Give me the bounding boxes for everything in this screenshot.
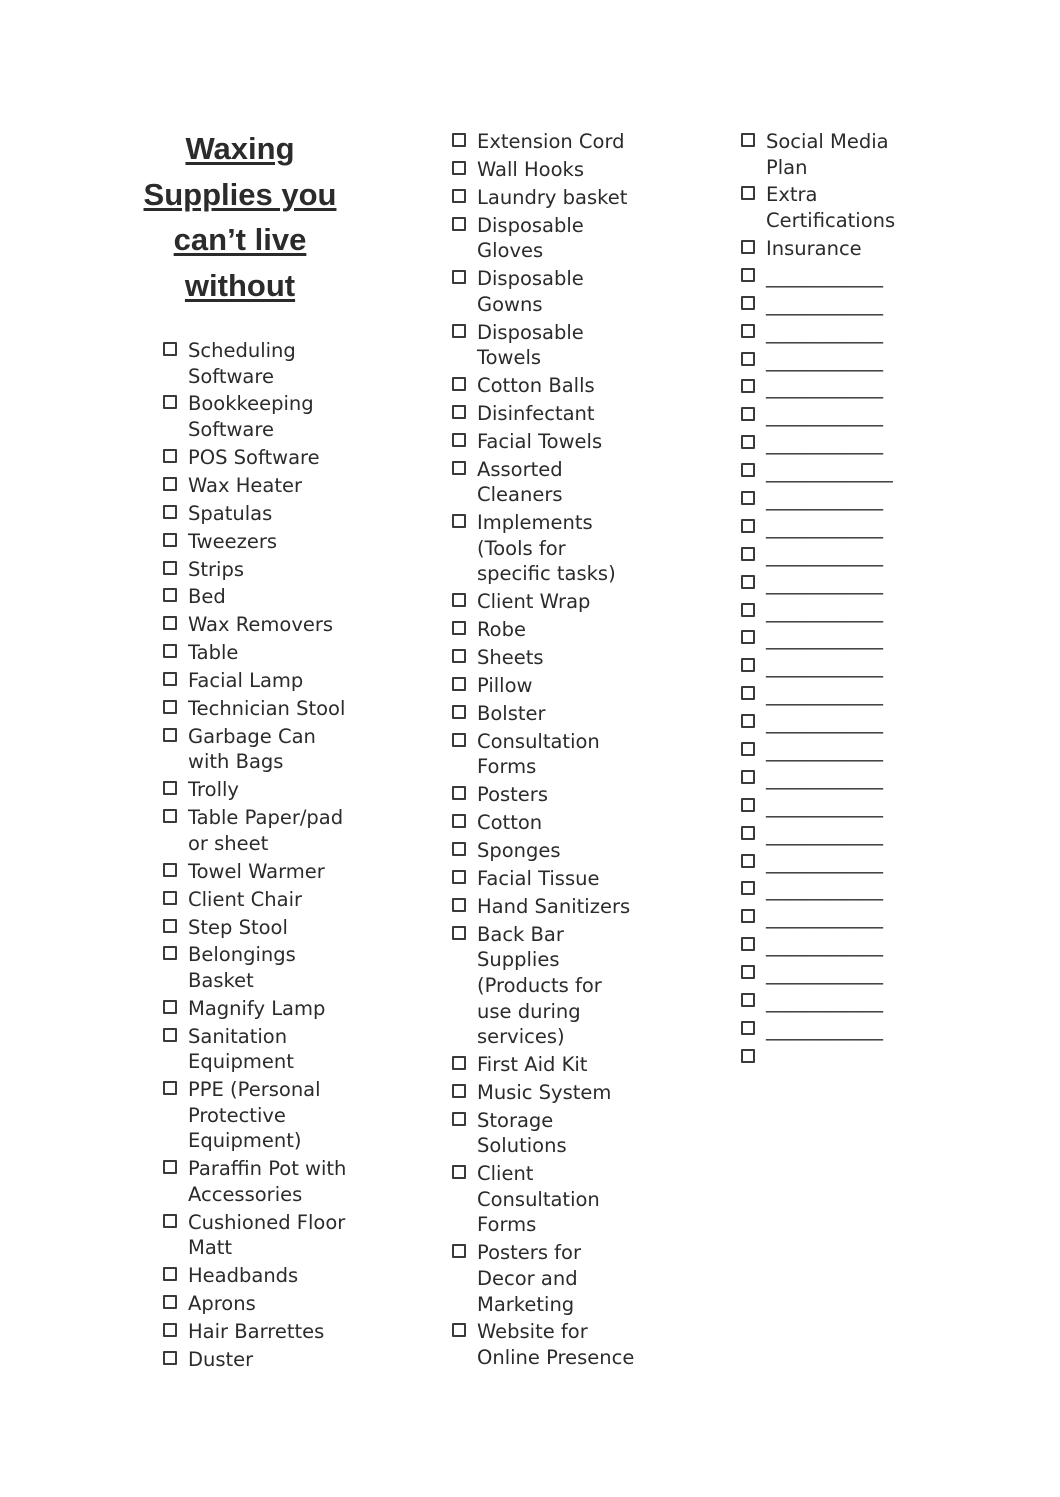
checkbox[interactable] [452, 733, 466, 747]
checkbox[interactable] [741, 519, 755, 533]
checklist-item [452, 922, 652, 1050]
checklist-item [741, 822, 941, 848]
checklist-item [741, 264, 941, 290]
checklist-item [163, 640, 363, 666]
checkbox[interactable] [452, 133, 466, 147]
checklist-item [452, 617, 652, 643]
checkbox[interactable] [741, 798, 755, 812]
checklist-item [452, 129, 652, 155]
checklist-item [452, 866, 652, 892]
checklist-item-label: Cotton [477, 811, 543, 835]
checklist-item [741, 348, 941, 374]
checkbox[interactable] [163, 342, 177, 356]
checklist-item [741, 182, 941, 233]
checklist-item-label: ____________ [766, 599, 883, 623]
checkbox[interactable] [741, 186, 755, 200]
checklist-item [163, 391, 363, 442]
checklist-item [741, 129, 941, 180]
checklist-item-label: ____________ [766, 348, 883, 372]
checklist-item-label: ____________ [766, 264, 883, 288]
checklist-item [452, 320, 652, 371]
checklist-item-label: ____________ [766, 822, 883, 846]
checklist-item-label: ____________ [766, 711, 883, 735]
checklist-item-label: Step Stool [188, 915, 288, 939]
checkbox[interactable] [741, 881, 755, 895]
checkbox[interactable] [741, 1021, 755, 1035]
checkbox[interactable] [741, 686, 755, 700]
checklist-item [741, 320, 941, 346]
checklist-item [163, 1156, 363, 1207]
checklist-item-label: Duster [188, 1347, 254, 1371]
checkbox[interactable] [163, 1000, 177, 1014]
checklist-item [163, 859, 363, 885]
checklist-item [452, 185, 652, 211]
checklist-item-label: Technician Stool [188, 696, 346, 720]
checkbox[interactable] [163, 588, 177, 602]
checklist-item [741, 1017, 941, 1043]
checklist-item-label: Tweezers [188, 529, 278, 553]
checkbox[interactable] [452, 842, 466, 856]
checklist-item-label: Storage Solutions [477, 1108, 567, 1158]
checklist-item-label: ____________ [766, 766, 883, 790]
checklist-item-label: ____________ [766, 850, 883, 874]
checkbox[interactable] [163, 449, 177, 463]
checklist-item [163, 1024, 363, 1075]
checklist-item-label: Sanitation Equipment [188, 1024, 294, 1074]
checkbox[interactable] [452, 1084, 466, 1098]
checkbox[interactable] [741, 770, 755, 784]
checklist-item [452, 1108, 652, 1159]
checkbox[interactable] [741, 965, 755, 979]
checkbox[interactable] [163, 781, 177, 795]
checklist-item-label: Music System [477, 1080, 612, 1104]
checklist-item-label: Garbage Can with Bags [188, 724, 316, 774]
checklist-item [452, 1080, 652, 1106]
checkbox[interactable] [163, 700, 177, 714]
checklist-item [163, 529, 363, 555]
checkbox[interactable] [452, 324, 466, 338]
checklist-item [163, 1319, 363, 1345]
checklist-item-label: Client Chair [188, 887, 303, 911]
checklist-item-label: ____________ [766, 376, 883, 400]
checkbox[interactable] [452, 814, 466, 828]
checkbox[interactable] [452, 217, 466, 231]
checkbox[interactable] [163, 644, 177, 658]
checklist-item-label: Extra Certifications [766, 183, 896, 233]
checkbox[interactable] [452, 161, 466, 175]
checkbox[interactable] [163, 863, 177, 877]
checklist-item-label: ____________ [766, 543, 883, 567]
checklist-item [163, 501, 363, 527]
checklist-item-label: Cushioned Floor Matt [188, 1210, 346, 1260]
checklist-item [741, 682, 941, 708]
checklist-item [163, 805, 363, 856]
checklist-item-label: ____________ [766, 934, 883, 958]
checklist-item-label: ____________ [766, 739, 883, 762]
checklist-item-label: Sponges [477, 839, 561, 863]
checklist-item [163, 887, 363, 913]
checkbox[interactable] [163, 1214, 177, 1228]
checklist-item-label: ____________ [766, 487, 883, 511]
checklist-item [163, 942, 363, 993]
checklist-item [163, 338, 363, 389]
checklist-item-label: ____________ [766, 292, 883, 316]
checklist-item [741, 877, 941, 903]
checklist-item [163, 915, 363, 941]
checklist-item-label: ____________ [766, 320, 883, 344]
checklist-item-label: Disinfectant [477, 402, 595, 426]
checkbox[interactable] [163, 728, 177, 742]
checkbox[interactable] [452, 189, 466, 203]
checkbox[interactable] [163, 1351, 177, 1365]
checkbox[interactable] [163, 505, 177, 519]
checkbox[interactable] [163, 919, 177, 933]
checklist-item [741, 571, 941, 597]
checkbox[interactable] [452, 461, 466, 475]
checklist-item-label: Implements (Tools for specific tasks) [477, 511, 616, 586]
checklist-item [452, 810, 652, 836]
checklist-item-label: Bed [188, 585, 226, 609]
checklist-item [452, 894, 652, 920]
checklist-item [741, 626, 941, 652]
checklist-item [452, 373, 652, 399]
checklist-item-label: Disposable Towels [477, 320, 584, 370]
checklist-item-label: ____________ [766, 655, 883, 679]
checklist-item [452, 1319, 652, 1370]
checkbox[interactable] [163, 809, 177, 823]
checklist-item-label: ____________ [766, 627, 883, 651]
checkbox[interactable] [741, 240, 755, 254]
checkbox[interactable] [741, 352, 755, 366]
checklist-item-label: Consultation Forms [477, 729, 600, 779]
checklist-item-label: Assorted Cleaners [477, 457, 563, 507]
checkbox[interactable] [741, 407, 755, 421]
checkbox[interactable] [741, 435, 755, 449]
checklist-item [741, 487, 941, 513]
checklist-item-label: Facial Tissue [477, 866, 600, 890]
checklist-item-label: POS Software [188, 445, 320, 469]
checklist-item [163, 724, 363, 775]
checklist-item-label: Hand Sanitizers [477, 894, 631, 918]
checklist-item-label: First Aid Kit [477, 1053, 588, 1077]
checkbox[interactable] [163, 561, 177, 575]
checklist-item-label: Aprons [188, 1292, 256, 1316]
checkbox[interactable] [452, 705, 466, 719]
checklist-item-label: ____________ [766, 404, 883, 428]
checklist-item-label: ____________ [766, 906, 883, 930]
checklist-item [741, 459, 941, 485]
checklist-item-label: Paraffin Pot with Accessories [188, 1157, 347, 1206]
checkbox[interactable] [452, 621, 466, 635]
checklist-item-label: Social Media Plan [766, 130, 889, 179]
checklist-item [163, 696, 363, 722]
checklist-item [741, 766, 941, 792]
checklist-item-label: ____________ [766, 1017, 883, 1041]
checklist-item-label: Towel Warmer [188, 859, 325, 883]
checklist-item-label: Posters for Decor and Marketing [477, 1241, 581, 1316]
checklist-item [163, 996, 363, 1022]
checklist-item-label: Table Paper/pad or sheet [188, 806, 344, 855]
checklist-item [741, 543, 941, 569]
checklist-item [741, 515, 941, 541]
checklist-item-label: ____________ [766, 683, 883, 707]
checkbox[interactable] [741, 133, 755, 147]
checklist-item [741, 905, 941, 931]
checklist-item [452, 266, 652, 317]
checklist-item-label: Spatulas [188, 501, 273, 525]
checkbox[interactable] [452, 1165, 466, 1179]
checklist-item-label: Disposable Gloves [477, 213, 584, 263]
checklist-item-label: ____________ [766, 990, 883, 1014]
checklist-item-label: Website for Online Presence [477, 1320, 635, 1370]
checklist-item-label: Wall Hooks [477, 157, 584, 181]
checklist-item-label: Trolly [188, 778, 239, 802]
checkbox[interactable] [741, 714, 755, 728]
checklist-item [452, 1161, 652, 1238]
checkbox[interactable] [452, 649, 466, 663]
checklist-item-label: ____________ [766, 515, 883, 539]
checkbox[interactable] [741, 630, 755, 644]
checklist-item [741, 403, 941, 429]
checkbox[interactable] [163, 616, 177, 630]
checklist-item-label: Pillow [477, 674, 533, 698]
checklist-item [452, 157, 652, 183]
checklist-item [741, 933, 941, 959]
checkbox[interactable] [163, 395, 177, 409]
checklist-item [741, 794, 941, 820]
checklist-item-label: Posters [477, 783, 548, 807]
checklist-item-label: Extension Cord [477, 130, 625, 153]
checklist-item [741, 654, 941, 680]
checkbox[interactable] [741, 937, 755, 951]
checkbox[interactable] [741, 463, 755, 477]
checkbox[interactable] [452, 870, 466, 884]
checkbox[interactable] [452, 1323, 466, 1337]
checklist-item [452, 510, 652, 587]
checklist-item [741, 710, 941, 736]
checklist-item [741, 850, 941, 876]
checklist-item [163, 473, 363, 499]
checklist-item [452, 701, 652, 727]
checklist-item [163, 612, 363, 638]
checklist-item-label: Cotton Balls [477, 374, 595, 398]
checklist-item [741, 599, 941, 625]
checklist-item [163, 1263, 363, 1289]
checkbox[interactable] [163, 1160, 177, 1174]
checklist-item [452, 457, 652, 508]
checklist-item [452, 1240, 652, 1317]
checkbox[interactable] [741, 993, 755, 1007]
checklist-item [452, 213, 652, 264]
checklist-item [163, 1347, 363, 1373]
checklist-item [163, 1210, 363, 1261]
checklist-item [452, 782, 652, 808]
checklist-item [741, 989, 941, 1015]
checklist-column-2 [452, 129, 652, 1373]
checkbox[interactable] [163, 1081, 177, 1095]
checkbox[interactable] [452, 898, 466, 912]
checklist-item [163, 1291, 363, 1317]
checklist-item-label: Wax Heater [188, 473, 302, 497]
checklist-item [741, 961, 941, 987]
checklist-item-label: Hair Barrettes [188, 1320, 325, 1344]
checkbox[interactable] [452, 270, 466, 284]
checkbox[interactable] [741, 854, 755, 868]
checklist-item-label: Disposable Gowns [477, 267, 584, 316]
checklist-item-label: Facial Towels [477, 429, 603, 453]
checklist-item-label: Magnify Lamp [188, 996, 326, 1020]
checkbox[interactable] [741, 547, 755, 561]
checklist-item-label: Sheets [477, 646, 544, 670]
checklist-item-label: Wax Removers [188, 613, 334, 637]
checkbox[interactable] [163, 891, 177, 905]
checklist-item [163, 557, 363, 583]
checklist-item-label: Scheduling Software [188, 339, 296, 388]
checklist-item [452, 729, 652, 780]
checkbox[interactable] [452, 593, 466, 607]
checklist-item [741, 431, 941, 457]
checklist-item-label: Headbands [188, 1264, 299, 1288]
checklist-item-label: Client Consultation Forms [477, 1162, 600, 1237]
checklist-item-label: Back Bar Supplies (Products for use during services) [477, 922, 602, 1049]
checklist-item-label: Bolster [477, 701, 546, 725]
checklist-item-label: ____________ [766, 962, 883, 986]
checkbox[interactable] [452, 677, 466, 691]
checklist-item-label: ____________ [766, 878, 883, 902]
checkbox[interactable] [452, 786, 466, 800]
checklist-item [741, 375, 941, 401]
checkbox[interactable] [163, 1295, 177, 1309]
checklist-item-label: Belongings Basket [188, 943, 296, 992]
checklist-item-label: Facial Lamp [188, 669, 304, 693]
checklist-item [163, 668, 363, 694]
checklist-item [452, 838, 652, 864]
checkbox[interactable] [163, 533, 177, 547]
checklist-item-label: Robe [477, 618, 526, 642]
checklist-item [452, 1052, 652, 1078]
checkbox[interactable] [163, 1267, 177, 1281]
checklist-item [452, 589, 652, 615]
checkbox[interactable] [741, 1049, 755, 1063]
checklist-item-label: ____________ [766, 571, 883, 595]
checklist-item [163, 445, 363, 471]
checklist-item-label: Strips [188, 557, 244, 581]
checkbox[interactable] [452, 405, 466, 419]
checkbox[interactable] [741, 575, 755, 589]
checklist-item [741, 738, 941, 764]
checkbox[interactable] [741, 658, 755, 672]
checklist-item-label: _____________ [766, 460, 893, 484]
checklist-item-label: Insurance [766, 236, 862, 260]
checkbox[interactable] [163, 1323, 177, 1337]
checklist-column-3 [741, 129, 941, 1065]
checkbox[interactable] [452, 1056, 466, 1070]
checklist-item [452, 429, 652, 455]
checklist-item-label: Client Wrap [477, 590, 591, 614]
checklist-item [452, 645, 652, 671]
page-title: Waxing Supplies you can’t live without [143, 131, 337, 303]
checkbox[interactable] [163, 477, 177, 491]
checkbox[interactable] [741, 379, 755, 393]
checkbox[interactable] [741, 742, 755, 756]
checkbox[interactable] [452, 926, 466, 940]
checkbox[interactable] [741, 324, 755, 338]
checkbox[interactable] [452, 433, 466, 447]
checkbox[interactable] [741, 603, 755, 617]
checklist-item [163, 777, 363, 803]
checklist-item [741, 236, 941, 262]
checklist-item-label: ____________ [766, 794, 883, 818]
checklist-item [452, 673, 652, 699]
checklist-item [163, 584, 363, 610]
checkbox[interactable] [741, 268, 755, 282]
checkbox[interactable] [741, 909, 755, 923]
checklist-item-label: Laundry basket [477, 185, 628, 209]
checklist-item [741, 1045, 941, 1063]
checklist-item [163, 1077, 363, 1154]
checklist-item [452, 401, 652, 427]
checkbox[interactable] [741, 826, 755, 840]
checkbox[interactable] [741, 296, 755, 310]
checkbox[interactable] [163, 946, 177, 960]
checkbox[interactable] [741, 491, 755, 505]
checklist-item-label: Table [188, 641, 239, 665]
checkbox[interactable] [452, 1112, 466, 1126]
checklist-item [741, 292, 941, 318]
checklist-column-1 [163, 338, 363, 1375]
checkbox[interactable] [452, 514, 466, 528]
checkbox[interactable] [452, 1244, 466, 1258]
checklist-item-label: ____________ [766, 432, 883, 456]
checkbox[interactable] [163, 1028, 177, 1042]
checklist-item-label: PPE (Personal Protective Equipment) [188, 1078, 321, 1153]
checkbox[interactable] [452, 377, 466, 391]
checkbox[interactable] [163, 672, 177, 686]
checklist-item-label: Bookkeeping Software [188, 392, 314, 442]
